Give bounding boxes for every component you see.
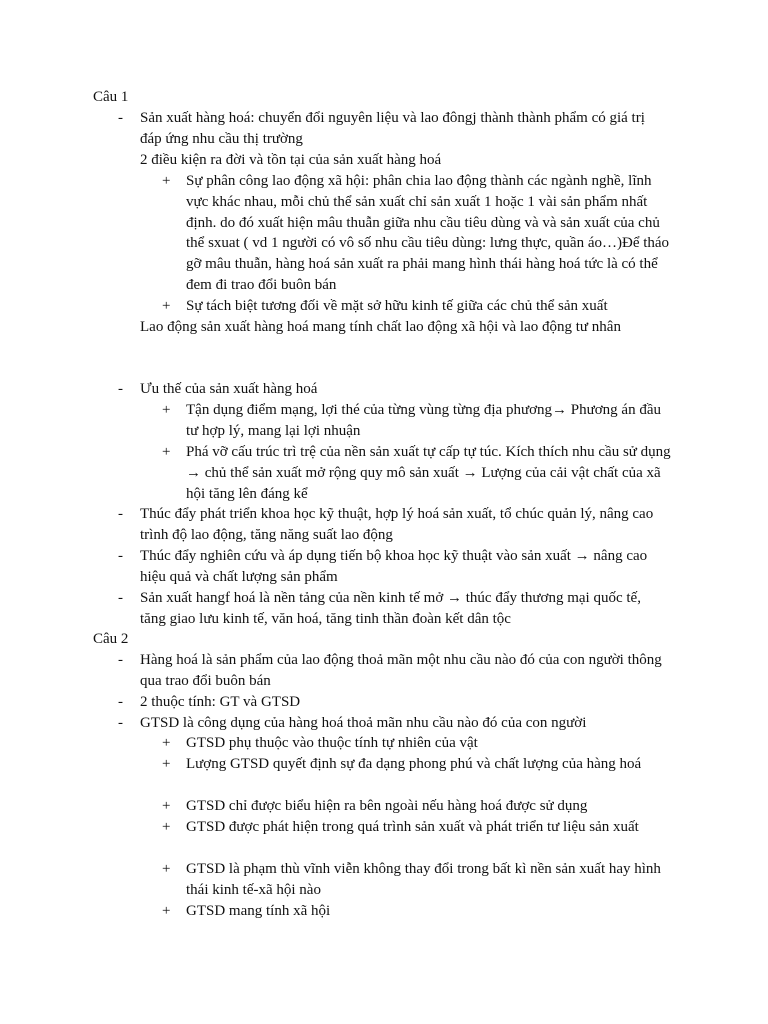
list-item bbox=[162, 796, 672, 817]
list-item bbox=[162, 296, 672, 317]
heading-cau-2: Câu 2 bbox=[93, 631, 129, 647]
list-item-text: Sản xuất hangf hoá là nền tảng của nền kinh tế mở → thúc đẩy thương mại quốc tế, tăng giao lưu kinh tế, văn hoá, tăng tinh thần đoàn kết dân tộc bbox=[140, 590, 641, 627]
plus-bullet: + bbox=[162, 819, 171, 835]
dash-bullet: - bbox=[118, 381, 123, 397]
plus-bullet: + bbox=[162, 798, 171, 814]
list-item bbox=[162, 754, 672, 775]
list-item-text: Sự tách biệt tương đối về mặt sở hữu kinh tế giữa các chủ thể sản xuất bbox=[186, 298, 608, 314]
list-item-text: Sản xuất hàng hoá: chuyển đổi nguyên liệu và lao đôngj thành thành phẩm có giá trị đáp ứng nhu cầu thị trường bbox=[140, 110, 645, 147]
dash-bullet: - bbox=[118, 652, 123, 668]
list-item-text: GTSD chỉ được biểu hiện ra bên ngoài nếu hàng hoá được sử dụng bbox=[186, 798, 588, 814]
list-item-text: GTSD mang tính xã hội bbox=[186, 903, 331, 919]
plus-bullet: + bbox=[162, 756, 171, 772]
list-item bbox=[118, 692, 670, 713]
plus-bullet: + bbox=[162, 444, 171, 460]
list-item bbox=[118, 504, 670, 546]
list-item bbox=[118, 713, 670, 734]
list-item-continuation: Lao động sản xuất hàng hoá mang tính chất lao động xã hội và lao động tư nhân bbox=[140, 319, 621, 335]
list-item bbox=[162, 400, 672, 442]
list-item bbox=[118, 650, 670, 692]
list-item-text: GTSD được phát hiện trong quá trình sản xuất và phát triển tư liệu sản xuất bbox=[186, 819, 639, 835]
list-item bbox=[118, 546, 670, 588]
list-item-text: Ưu thế của sản xuất hàng hoá bbox=[140, 381, 318, 397]
dash-bullet: - bbox=[118, 548, 123, 564]
list-item-text: Thúc đẩy phát triển khoa học kỹ thuật, hợp lý hoá sản xuất, tổ chúc quản lý, nâng cao trình độ lao động, tăng năng suất lao động bbox=[140, 506, 654, 543]
list-item bbox=[118, 379, 670, 400]
list-item-text: GTSD là công dụng của hàng hoá thoả mãn nhu cầu nào đó của con người bbox=[140, 715, 587, 731]
list-item bbox=[162, 171, 672, 296]
list-item-text: 2 thuộc tính: GT và GTSD bbox=[140, 694, 301, 710]
list-item bbox=[162, 859, 672, 901]
list-item-text: Sự phân công lao động xã hội: phân chia lao động thành các ngành nghề, lĩnh vực khác nhau, mỗi chủ thể sản xuất chỉ sản xuất 1 hoặc 1 vài sản phẩm nhất định. do đó xuất hiện mâu thuẫn giữa nhu cầu tiêu dùng và và sản xuất của chủ thể sxuat ( vd 1 người có vô số nhu cầu tiêu dùng: lưng thực, quần áo…)Để tháo gỡ mâu thuẫn, hàng hoá sản xuất ra phải mang hình thái hàng hoá tức là có thể đem đi trao đổi buôn bán bbox=[186, 173, 670, 293]
dash-bullet: - bbox=[118, 715, 123, 731]
dash-bullet: - bbox=[118, 590, 123, 606]
plus-bullet: + bbox=[162, 903, 171, 919]
list-item-text: Thúc đẩy nghiên cứu và áp dụng tiến bộ khoa học kỹ thuật vào sản xuất → nâng cao hiệu quả và chất lượng sản phẩm bbox=[140, 548, 648, 585]
list-item-text: Phá vỡ cấu trúc trì trệ của nền sản xuất tự cấp tự túc. Kích thích nhu cầu sử dụng → chủ thể sản xuất mở rộng quy mô sản xuất → Lượng của cải vật chất của xã hội tăng lên đáng kể bbox=[186, 444, 671, 502]
dash-bullet: - bbox=[118, 110, 123, 126]
list-item-text: GTSD là phạm thù vĩnh viễn không thay đổi trong bất kì nền sản xuất hay hình thái kinh tế-xã hội nào bbox=[186, 861, 661, 898]
list-item bbox=[162, 817, 672, 838]
list-item bbox=[162, 442, 672, 504]
dash-bullet: - bbox=[118, 694, 123, 710]
list-item bbox=[162, 733, 672, 754]
plus-bullet: + bbox=[162, 173, 171, 189]
plus-bullet: + bbox=[162, 298, 171, 314]
list-item-text: Hàng hoá là sản phẩm của lao động thoả mãn một nhu cầu nào đó của con người thông qua trao đổi buôn bán bbox=[140, 652, 662, 689]
plus-bullet: + bbox=[162, 402, 171, 418]
list-item bbox=[162, 901, 672, 922]
list-item-continuation: 2 điều kiện ra đời và tồn tại của sản xuất hàng hoá bbox=[140, 152, 442, 168]
list-item bbox=[118, 108, 670, 150]
list-item-text: Lượng GTSD quyết định sự đa dạng phong phú và chất lượng của hàng hoá bbox=[186, 756, 642, 772]
plus-bullet: + bbox=[162, 861, 171, 877]
heading-cau-1: Câu 1 bbox=[93, 89, 129, 105]
list-item bbox=[118, 588, 670, 630]
dash-bullet: - bbox=[118, 506, 123, 522]
list-item-text: GTSD phụ thuộc vào thuộc tính tự nhiên của vật bbox=[186, 735, 478, 751]
plus-bullet: + bbox=[162, 735, 171, 751]
list-item-text: Tận dụng điểm mạng, lợi thé của từng vùng từng địa phương→ Phương án đầu tư hợp lý, mang lại lợi nhuận bbox=[186, 402, 661, 439]
